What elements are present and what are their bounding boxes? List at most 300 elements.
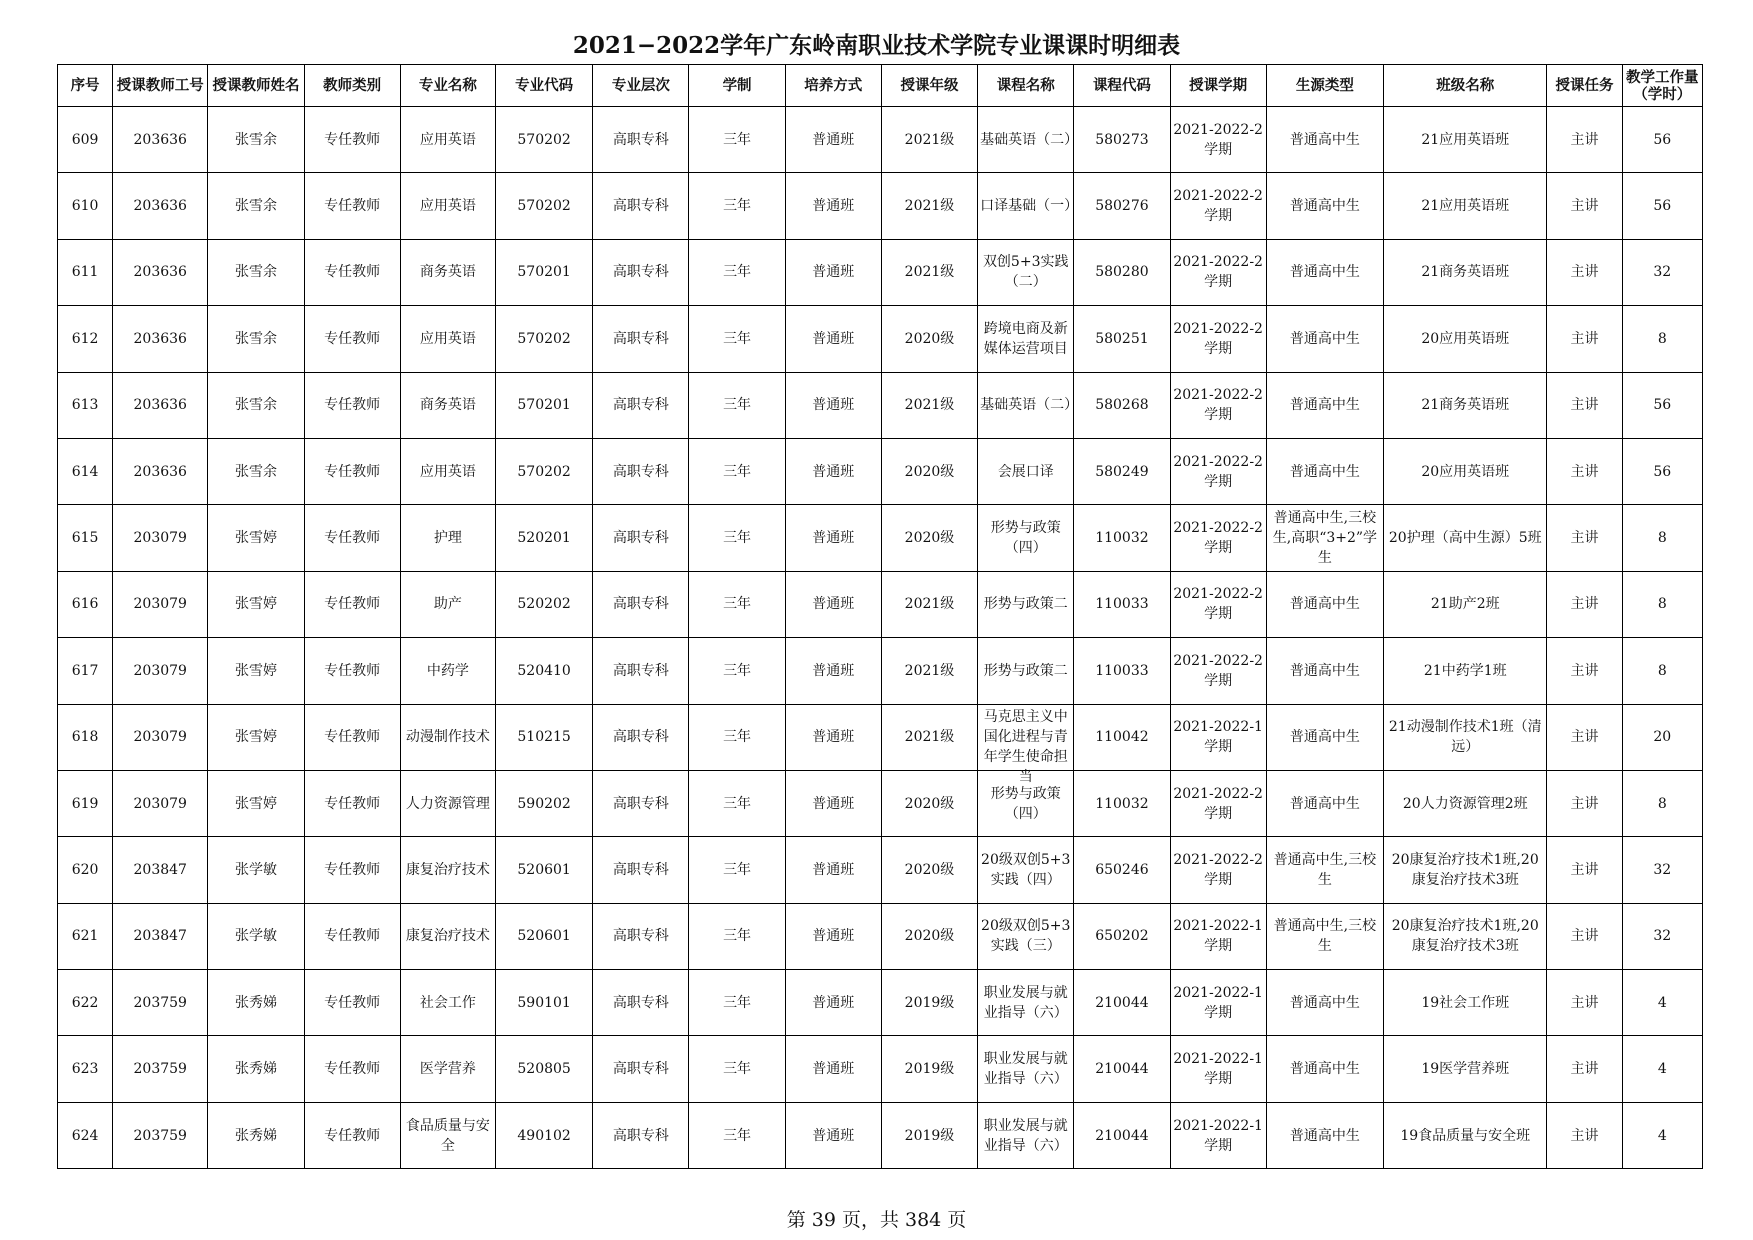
major-name-value: 中药学 bbox=[426, 662, 469, 679]
cell-teacher-id bbox=[113, 770, 208, 836]
course-name-value: 20级双创5+3实践（三） bbox=[981, 918, 1071, 955]
cell-semester bbox=[1170, 770, 1266, 836]
cell-workload-hours bbox=[1622, 173, 1702, 239]
study-length-value: 三年 bbox=[723, 131, 752, 148]
major-name-value: 社会工作 bbox=[419, 994, 476, 1011]
cell-course-code bbox=[1074, 505, 1170, 571]
cell-serial-no bbox=[58, 306, 113, 372]
cell-teacher-id bbox=[113, 638, 208, 704]
table-row bbox=[58, 704, 1703, 770]
column-header-training-mode: 培养方式 bbox=[785, 65, 881, 107]
major-level-value: 高职专科 bbox=[612, 795, 669, 812]
training-mode-value: 普通班 bbox=[812, 662, 855, 679]
cell-teacher-type bbox=[304, 1036, 400, 1102]
teacher-name-value: 张雪婷 bbox=[234, 662, 277, 679]
semester-value: 2021-2022-1学期 bbox=[1173, 1117, 1263, 1154]
table-row bbox=[58, 107, 1703, 173]
cell-course-name bbox=[978, 638, 1074, 704]
training-mode-value: 普通班 bbox=[812, 994, 855, 1011]
cell-teacher-id bbox=[113, 505, 208, 571]
column-header-student-source: 生源类型 bbox=[1266, 65, 1383, 107]
cell-class-name bbox=[1384, 239, 1547, 305]
teaching-task-value: 主讲 bbox=[1570, 662, 1599, 679]
workload-hours-value: 56 bbox=[1653, 131, 1672, 148]
class-name-value: 21动漫制作技术1班（清远） bbox=[1388, 719, 1542, 756]
cell-major-code bbox=[496, 903, 593, 969]
teacher-name-value: 张雪余 bbox=[234, 198, 277, 215]
table-row bbox=[58, 505, 1703, 571]
major-code-value: 590202 bbox=[517, 795, 571, 812]
student-source-value: 普通高中生 bbox=[1289, 330, 1360, 347]
teacher-name-value: 张秀娣 bbox=[234, 994, 277, 1011]
teaching-task-value: 主讲 bbox=[1570, 928, 1599, 945]
cell-course-code bbox=[1074, 372, 1170, 438]
major-name-value: 人力资源管理 bbox=[405, 795, 490, 812]
teacher-id-value: 203636 bbox=[133, 330, 187, 347]
workload-hours-value: 56 bbox=[1653, 397, 1672, 414]
teacher-name-value: 张雪余 bbox=[234, 264, 277, 281]
serial-no-value: 618 bbox=[71, 729, 99, 746]
grade-value: 2020级 bbox=[904, 795, 955, 812]
cell-workload-hours bbox=[1622, 704, 1702, 770]
workload-hours-value: 4 bbox=[1657, 1061, 1667, 1078]
cell-teaching-task bbox=[1547, 770, 1622, 836]
cell-course-code bbox=[1074, 239, 1170, 305]
teacher-id-value: 203079 bbox=[133, 795, 187, 812]
cell-semester bbox=[1170, 173, 1266, 239]
workload-hours-value: 8 bbox=[1657, 330, 1667, 347]
course-name-value: 职业发展与就业指导（六） bbox=[983, 984, 1068, 1021]
grade-value: 2019级 bbox=[904, 1061, 955, 1078]
cell-serial-no bbox=[58, 239, 113, 305]
cell-serial-no bbox=[58, 571, 113, 637]
cell-major-name bbox=[400, 903, 495, 969]
cell-semester bbox=[1170, 372, 1266, 438]
semester-value: 2021-2022-1学期 bbox=[1173, 719, 1263, 756]
table-row bbox=[58, 372, 1703, 438]
grade-value: 2021级 bbox=[904, 596, 955, 613]
major-name-value: 护理 bbox=[433, 530, 462, 547]
cell-major-level bbox=[593, 438, 689, 504]
major-name-value: 康复治疗技术 bbox=[405, 861, 490, 878]
class-name-value: 21助产2班 bbox=[1430, 596, 1500, 613]
table-row bbox=[58, 770, 1703, 836]
study-length-value: 三年 bbox=[723, 861, 752, 878]
major-code-value: 520601 bbox=[517, 861, 571, 878]
cell-major-code bbox=[496, 704, 593, 770]
cell-training-mode bbox=[785, 770, 881, 836]
teaching-task-value: 主讲 bbox=[1570, 330, 1599, 347]
teacher-id-value: 203759 bbox=[133, 1127, 187, 1144]
cell-major-level bbox=[593, 239, 689, 305]
workload-hours-value: 8 bbox=[1657, 596, 1667, 613]
grade-value: 2021级 bbox=[904, 264, 955, 281]
teacher-type-value: 专任教师 bbox=[324, 330, 381, 347]
cell-serial-no bbox=[58, 173, 113, 239]
cell-major-name bbox=[400, 306, 495, 372]
grade-value: 2021级 bbox=[904, 131, 955, 148]
grade-value: 2021级 bbox=[904, 397, 955, 414]
cell-serial-no bbox=[58, 438, 113, 504]
cell-major-code bbox=[496, 1036, 593, 1102]
page-number: 第 39 页，共 384 页 bbox=[786, 1209, 967, 1231]
cell-student-source bbox=[1266, 107, 1383, 173]
cell-serial-no bbox=[58, 903, 113, 969]
cell-teacher-name bbox=[208, 770, 304, 836]
cell-teacher-name bbox=[208, 505, 304, 571]
teacher-name-value: 张雪婷 bbox=[234, 729, 277, 746]
student-source-value: 普通高中生,三校生 bbox=[1273, 851, 1377, 888]
column-header-study-length: 学制 bbox=[689, 65, 785, 107]
cell-semester bbox=[1170, 438, 1266, 504]
training-mode-value: 普通班 bbox=[812, 861, 855, 878]
cell-course-name bbox=[978, 571, 1074, 637]
training-mode-value: 普通班 bbox=[812, 1061, 855, 1078]
cell-teacher-name bbox=[208, 837, 304, 903]
cell-study-length bbox=[689, 970, 785, 1036]
course-name-value: 形势与政策二 bbox=[983, 596, 1068, 613]
cell-teacher-name bbox=[208, 306, 304, 372]
cell-class-name bbox=[1384, 306, 1547, 372]
cell-teacher-type bbox=[304, 770, 400, 836]
cell-teacher-type bbox=[304, 837, 400, 903]
cell-student-source bbox=[1266, 239, 1383, 305]
class-name-value: 20康复治疗技术1班,20康复治疗技术3班 bbox=[1391, 918, 1539, 955]
major-name-value: 动漫制作技术 bbox=[405, 729, 490, 746]
cell-study-length bbox=[689, 505, 785, 571]
cell-teacher-id bbox=[113, 239, 208, 305]
course-code-value: 580276 bbox=[1095, 198, 1149, 215]
teaching-task-value: 主讲 bbox=[1570, 729, 1599, 746]
column-header-serial-no: 序号 bbox=[58, 65, 113, 107]
cell-course-code bbox=[1074, 438, 1170, 504]
cell-course-name bbox=[978, 903, 1074, 969]
major-code-value: 520601 bbox=[517, 928, 571, 945]
cell-course-name bbox=[978, 173, 1079, 239]
cell-major-level bbox=[593, 107, 689, 173]
cell-class-name bbox=[1384, 505, 1547, 571]
cell-student-source bbox=[1266, 704, 1383, 770]
cell-class-name bbox=[1384, 704, 1547, 770]
column-header-teacher-type: 教师类别 bbox=[304, 65, 400, 107]
cell-study-length bbox=[689, 571, 785, 637]
grade-value: 2021级 bbox=[904, 198, 955, 215]
cell-major-name bbox=[400, 1036, 495, 1102]
table-row bbox=[58, 1036, 1703, 1102]
cell-training-mode bbox=[785, 438, 881, 504]
serial-no-value: 620 bbox=[71, 861, 99, 878]
major-level-value: 高职专科 bbox=[612, 729, 669, 746]
cell-teacher-id bbox=[113, 1102, 208, 1168]
course-name-value: 形势与政策（四） bbox=[990, 785, 1061, 822]
training-mode-value: 普通班 bbox=[812, 530, 855, 547]
semester-value: 2021-2022-2学期 bbox=[1173, 188, 1263, 225]
cell-course-name bbox=[978, 239, 1074, 305]
teacher-type-value: 专任教师 bbox=[324, 861, 381, 878]
cell-class-name bbox=[1384, 970, 1547, 1036]
major-level-value: 高职专科 bbox=[612, 994, 669, 1011]
training-mode-value: 普通班 bbox=[812, 198, 855, 215]
major-code-value: 570202 bbox=[517, 463, 571, 480]
table-body bbox=[58, 107, 1703, 1169]
cell-teacher-type bbox=[304, 704, 400, 770]
cell-major-code bbox=[496, 372, 593, 438]
table-row bbox=[58, 306, 1703, 372]
class-name-value: 19医学营养班 bbox=[1421, 1061, 1510, 1078]
cell-workload-hours bbox=[1622, 306, 1702, 372]
major-name-value: 应用英语 bbox=[419, 131, 476, 148]
teacher-id-value: 203636 bbox=[133, 264, 187, 281]
cell-study-length bbox=[689, 239, 785, 305]
cell-major-name bbox=[400, 438, 495, 504]
cell-course-name bbox=[978, 505, 1074, 571]
cell-semester bbox=[1170, 970, 1266, 1036]
course-name-value: 双创5+3实践（二） bbox=[982, 254, 1069, 291]
cell-major-name bbox=[400, 239, 495, 305]
cell-semester bbox=[1170, 1102, 1266, 1168]
cell-major-code bbox=[496, 306, 593, 372]
major-code-value: 570201 bbox=[517, 397, 571, 414]
major-name-value: 食品质量与安全 bbox=[405, 1117, 490, 1154]
cell-teaching-task bbox=[1547, 438, 1622, 504]
cell-workload-hours bbox=[1622, 903, 1702, 969]
serial-no-value: 616 bbox=[71, 596, 99, 613]
cell-course-code bbox=[1074, 837, 1170, 903]
major-code-value: 570202 bbox=[517, 198, 571, 215]
cell-study-length bbox=[689, 306, 785, 372]
cell-major-name bbox=[400, 638, 495, 704]
cell-teaching-task bbox=[1547, 239, 1622, 305]
cell-major-name bbox=[400, 505, 495, 571]
cell-teacher-id bbox=[113, 107, 208, 173]
semester-value: 2021-2022-2学期 bbox=[1173, 453, 1263, 490]
cell-workload-hours bbox=[1622, 970, 1702, 1036]
teaching-task-value: 主讲 bbox=[1570, 1061, 1599, 1078]
table-row bbox=[58, 571, 1703, 637]
course-code-value: 210044 bbox=[1095, 1061, 1149, 1078]
cell-teacher-name bbox=[208, 438, 304, 504]
class-name-value: 20人力资源管理2班 bbox=[1402, 795, 1528, 812]
cell-teacher-id bbox=[113, 173, 208, 239]
cell-study-length bbox=[689, 1036, 785, 1102]
course-name-value: 口译基础（一） bbox=[980, 198, 1079, 215]
cell-teacher-name bbox=[208, 173, 304, 239]
semester-value: 2021-2022-2学期 bbox=[1173, 652, 1263, 689]
cell-serial-no bbox=[58, 107, 113, 173]
cell-course-name bbox=[978, 704, 1074, 786]
study-length-value: 三年 bbox=[723, 596, 752, 613]
cell-teaching-task bbox=[1547, 1102, 1622, 1168]
class-name-value: 20应用英语班 bbox=[1421, 463, 1510, 480]
cell-grade bbox=[881, 704, 977, 770]
cell-workload-hours bbox=[1622, 239, 1702, 305]
workload-hours-value: 56 bbox=[1653, 198, 1672, 215]
workload-hours-value: 20 bbox=[1653, 729, 1672, 746]
cell-major-name bbox=[400, 1102, 495, 1168]
cell-serial-no bbox=[58, 372, 113, 438]
cell-major-code bbox=[496, 1102, 593, 1168]
course-code-value: 580273 bbox=[1095, 131, 1149, 148]
study-length-value: 三年 bbox=[723, 795, 752, 812]
cell-semester bbox=[1170, 837, 1266, 903]
cell-teacher-name bbox=[208, 372, 304, 438]
training-mode-value: 普通班 bbox=[812, 463, 855, 480]
cell-teacher-name bbox=[208, 239, 304, 305]
teacher-name-value: 张秀娣 bbox=[234, 1061, 277, 1078]
column-header-workload-hours: 教学工作量（学时） bbox=[1622, 65, 1702, 107]
cell-student-source bbox=[1266, 1102, 1383, 1168]
course-hours-table bbox=[57, 64, 1703, 1169]
cell-grade bbox=[881, 903, 977, 969]
teacher-id-value: 203636 bbox=[133, 397, 187, 414]
class-name-value: 21商务英语班 bbox=[1421, 397, 1510, 414]
teacher-id-value: 203847 bbox=[133, 861, 187, 878]
table-row bbox=[58, 173, 1703, 239]
cell-class-name bbox=[1384, 837, 1547, 903]
serial-no-value: 612 bbox=[71, 330, 99, 347]
teacher-type-value: 专任教师 bbox=[324, 530, 381, 547]
course-code-value: 650202 bbox=[1095, 928, 1149, 945]
cell-teacher-id bbox=[113, 970, 208, 1036]
student-source-value: 普通高中生 bbox=[1289, 729, 1360, 746]
semester-value: 2021-2022-2学期 bbox=[1173, 254, 1263, 291]
cell-student-source bbox=[1266, 770, 1383, 836]
cell-teaching-task bbox=[1547, 1036, 1622, 1102]
cell-class-name bbox=[1384, 438, 1547, 504]
cell-grade bbox=[881, 438, 977, 504]
column-header-major-name: 专业名称 bbox=[400, 65, 495, 107]
cell-grade bbox=[881, 107, 977, 173]
semester-value: 2021-2022-2学期 bbox=[1173, 586, 1263, 623]
column-header-teaching-task: 授课任务 bbox=[1547, 65, 1622, 107]
cell-course-code bbox=[1074, 107, 1170, 173]
teaching-task-value: 主讲 bbox=[1570, 795, 1599, 812]
header-row bbox=[58, 65, 1703, 107]
cell-semester bbox=[1170, 1036, 1266, 1102]
major-name-value: 商务英语 bbox=[419, 264, 476, 281]
major-level-value: 高职专科 bbox=[612, 861, 669, 878]
major-code-value: 520410 bbox=[517, 662, 571, 679]
cell-student-source bbox=[1266, 571, 1383, 637]
teaching-task-value: 主讲 bbox=[1570, 264, 1599, 281]
student-source-value: 普通高中生 bbox=[1289, 131, 1360, 148]
cell-student-source bbox=[1266, 903, 1383, 969]
cell-major-level bbox=[593, 638, 689, 704]
cell-workload-hours bbox=[1622, 571, 1702, 637]
teacher-type-value: 专任教师 bbox=[324, 1061, 381, 1078]
cell-training-mode bbox=[785, 704, 881, 770]
column-header-semester: 授课学期 bbox=[1170, 65, 1266, 107]
teacher-name-value: 张秀娣 bbox=[234, 1127, 277, 1144]
study-length-value: 三年 bbox=[723, 928, 752, 945]
cell-teaching-task bbox=[1547, 107, 1622, 173]
major-level-value: 高职专科 bbox=[612, 928, 669, 945]
cell-training-mode bbox=[785, 571, 881, 637]
cell-serial-no bbox=[58, 1102, 113, 1168]
cell-course-code bbox=[1074, 1036, 1170, 1102]
cell-course-code bbox=[1074, 770, 1170, 836]
cell-course-name bbox=[978, 107, 1079, 173]
teacher-type-value: 专任教师 bbox=[324, 198, 381, 215]
cell-class-name bbox=[1384, 1102, 1547, 1168]
cell-grade bbox=[881, 970, 977, 1036]
grade-value: 2020级 bbox=[904, 463, 955, 480]
cell-student-source bbox=[1266, 638, 1383, 704]
cell-workload-hours bbox=[1622, 107, 1702, 173]
student-source-value: 普通高中生 bbox=[1289, 596, 1360, 613]
cell-training-mode bbox=[785, 903, 881, 969]
cell-grade bbox=[881, 837, 977, 903]
cell-teacher-type bbox=[304, 107, 400, 173]
cell-serial-no bbox=[58, 704, 113, 770]
major-code-value: 490102 bbox=[517, 1127, 571, 1144]
cell-major-code bbox=[496, 638, 593, 704]
study-length-value: 三年 bbox=[723, 1127, 752, 1144]
course-name-value: 基础英语（二） bbox=[980, 397, 1079, 414]
cell-serial-no bbox=[58, 1036, 113, 1102]
grade-value: 2019级 bbox=[904, 1127, 955, 1144]
cell-serial-no bbox=[58, 505, 113, 571]
teacher-type-value: 专任教师 bbox=[324, 596, 381, 613]
class-name-value: 19食品质量与安全班 bbox=[1400, 1127, 1531, 1144]
course-code-value: 580249 bbox=[1095, 463, 1149, 480]
training-mode-value: 普通班 bbox=[812, 795, 855, 812]
column-header-teacher-name: 授课教师姓名 bbox=[208, 65, 304, 107]
cell-teacher-type bbox=[304, 505, 400, 571]
cell-study-length bbox=[689, 704, 785, 770]
study-length-value: 三年 bbox=[723, 662, 752, 679]
cell-training-mode bbox=[785, 239, 881, 305]
cell-course-name bbox=[978, 1036, 1074, 1102]
teaching-task-value: 主讲 bbox=[1570, 994, 1599, 1011]
study-length-value: 三年 bbox=[723, 198, 752, 215]
workload-hours-value: 4 bbox=[1657, 994, 1667, 1011]
grade-value: 2019级 bbox=[904, 994, 955, 1011]
cell-grade bbox=[881, 173, 977, 239]
teaching-task-value: 主讲 bbox=[1570, 131, 1599, 148]
major-code-value: 570202 bbox=[517, 330, 571, 347]
cell-teacher-id bbox=[113, 372, 208, 438]
cell-teacher-id bbox=[113, 1036, 208, 1102]
semester-value: 2021-2022-1学期 bbox=[1173, 984, 1263, 1021]
course-code-value: 110032 bbox=[1095, 795, 1149, 812]
column-header-course-code: 课程代码 bbox=[1074, 65, 1170, 107]
cell-teacher-type bbox=[304, 970, 400, 1036]
cell-course-code bbox=[1074, 306, 1170, 372]
cell-grade bbox=[881, 1102, 977, 1168]
teacher-id-value: 203759 bbox=[133, 994, 187, 1011]
course-name-value: 基础英语（二） bbox=[980, 131, 1079, 148]
serial-no-value: 623 bbox=[71, 1061, 99, 1078]
column-header-class-name: 班级名称 bbox=[1384, 65, 1547, 107]
teacher-type-value: 专任教师 bbox=[324, 264, 381, 281]
training-mode-value: 普通班 bbox=[812, 928, 855, 945]
cell-student-source bbox=[1266, 306, 1383, 372]
cell-teacher-type bbox=[304, 306, 400, 372]
major-code-value: 570201 bbox=[517, 264, 571, 281]
cell-semester bbox=[1170, 571, 1266, 637]
teacher-id-value: 203847 bbox=[133, 928, 187, 945]
cell-serial-no bbox=[58, 970, 113, 1036]
cell-teaching-task bbox=[1547, 571, 1622, 637]
training-mode-value: 普通班 bbox=[812, 131, 855, 148]
cell-semester bbox=[1170, 704, 1266, 770]
study-length-value: 三年 bbox=[723, 264, 752, 281]
cell-training-mode bbox=[785, 173, 881, 239]
cell-teaching-task bbox=[1547, 970, 1622, 1036]
cell-serial-no bbox=[58, 837, 113, 903]
cell-study-length bbox=[689, 638, 785, 704]
